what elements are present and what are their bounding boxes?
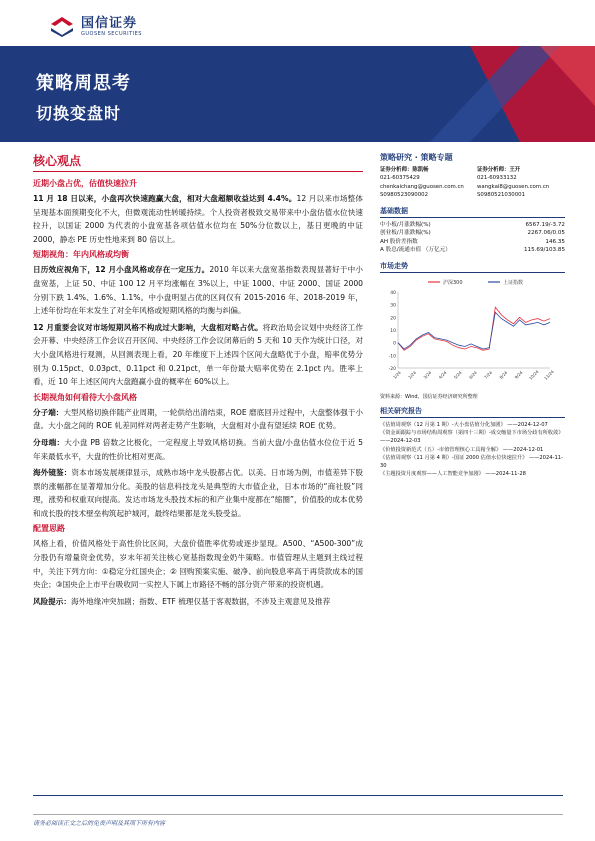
- x-tick-label: 11/24: [543, 368, 555, 381]
- basic-data-row: [380, 221, 565, 230]
- paragraph-3: [33, 321, 363, 389]
- analyst-1-email[interactable]: chenkaichang@guosen.com.cn: [380, 183, 464, 190]
- basic-data-key: AH 股价差指数: [380, 238, 418, 245]
- legend-label: 沪深300: [443, 279, 463, 286]
- analyst-block: [380, 166, 565, 200]
- basic-data-table: [380, 221, 565, 255]
- y-tick-label: 40: [390, 290, 396, 296]
- analyst-2-email[interactable]: wangkai8@guosen.com.cn: [477, 183, 550, 190]
- paragraph-3-body: 将政治局会议划中央经济工作会开幕、中央经济工作会议召开区间、中央经济工作会议闭幕后的 5 天和 10 天作为统计口径，对大小盘风格进行观测，从回测表现上看，20 年维度下上述四个区间大盘略优于小盘，赔率优势分别为 0.15pct、0.03pct、0.11pct 和 0.21pct，单一年份最大赔率优势在 2.1pct 内。胜率上看，近 10 年上述区间内大盘跑赢小盘的概率在 60%以上。: [33, 322, 363, 387]
- basic-data-key: 中小板/月涨跌幅(%): [380, 221, 431, 228]
- x-tick-label: 7/24: [483, 369, 494, 380]
- basic-data-key: A 股总/流通市值 （万亿元）: [380, 247, 451, 254]
- paragraph-1-body: 12 月以来市场整体呈现基本面预期变化不大，但微观流动性转暖持续。个人投资者极致交易带来中小盘估值水位快速拉升，以国证 2000 为代表的小盘宽基各项估值水位均在 50%分位数以上，基日更晚的中证 2000，静态 PE 历史性地来到 80 倍以上。: [33, 194, 363, 244]
- related-reports-list: [380, 421, 565, 479]
- paragraph-1-lead: 11 月 18 日以来，小盘再次快速跑赢大盘，相对大盘超额收益达到 4.4%。: [33, 194, 297, 203]
- subheading-1: 近期小盘占优，估值快速拉升: [33, 179, 137, 188]
- basic-data-value: 6567.19/-3.72: [525, 221, 565, 228]
- subheading-5: 配置思路: [33, 524, 65, 534]
- basic-data-value: 2267.06/0.05: [527, 230, 565, 237]
- x-tick-label: 1/24: [391, 369, 402, 380]
- paragraph-4c-body: 资本市场发展规律显示，成熟市场中龙头股都占优。以美、日市场为例，市值差异下股票的涨幅都在显著增加分化。美股的信息科技龙头是典型的大市值企业，日本市场的“商社股”同理，涨势和权重双向提高。发达市场龙头股技术标的和产业集中度都在“缩圈”，价值股的成本优势和成长股的技术壁垒构筑起护城河，最终结果都是龙头股受益。: [33, 468, 364, 518]
- report-title: 策略周思考: [36, 73, 131, 94]
- market-trend-chart: [380, 276, 560, 391]
- brand-name: 国信证券: [81, 16, 138, 31]
- related-report-item[interactable]: 《估值周观察（11 月第 4 期）-国证 2000 估值水位快速拉升》 ——2024-11-30: [380, 454, 563, 470]
- basic-data-value: 115.69/103.85: [523, 247, 565, 254]
- paragraph-4a: [33, 406, 363, 433]
- paragraph-2-lead: 日历效应视角下，12 月小盘风格或存在一定压力。: [33, 265, 210, 275]
- risk-label: 风险提示：: [33, 596, 71, 606]
- basic-data-row: [380, 229, 565, 238]
- x-tick-label: 2/24: [407, 369, 418, 380]
- market-trend-chart-svg: [380, 276, 560, 391]
- risk-warning: [33, 595, 363, 609]
- related-report-item[interactable]: 《价值投资新范式（五）-市值管理核心工具箱全解》 ——2024-12-01: [380, 446, 544, 453]
- y-tick-label: 0: [393, 341, 396, 347]
- paragraph-2: [33, 263, 363, 317]
- series-line-2: [398, 312, 550, 349]
- x-tick-label: 9/24: [513, 369, 524, 380]
- y-tick-label: 30: [390, 303, 396, 309]
- x-tick-label: 3/24: [422, 369, 433, 380]
- brand-name-en: GUOSEN SECURITIES: [81, 31, 142, 37]
- chart-source: 资料来源：Wind、国信证券经济研究所整理: [380, 393, 478, 400]
- paragraph-4a-label: 分子端：: [33, 407, 64, 417]
- related-report-item[interactable]: 《估值周观察（12 月第 1 期）-大小盘估值分化加剧》 ——2024-12-07: [380, 421, 548, 428]
- report-subtitle: 切换变盘时: [36, 104, 122, 123]
- analyst-2-name: 证券分析师：王开: [477, 167, 521, 173]
- analyst-1-name: 证券分析师：陈凯畅: [380, 167, 429, 173]
- x-tick-label: 8/24: [498, 369, 509, 380]
- x-tick-label: 4/24: [437, 369, 448, 380]
- analyst-1-cert: S0980523090002: [380, 192, 429, 199]
- paragraph-4c: [33, 466, 363, 520]
- sidebar-column: [380, 152, 565, 479]
- paragraph-4c-label: 海外镜鉴：: [33, 468, 72, 478]
- basic-data-row: [380, 238, 565, 247]
- x-tick-label: 5/24: [452, 369, 463, 380]
- y-tick-label: 10: [390, 328, 396, 334]
- subheading-2: 短期视角：年内风格或均衡: [33, 250, 129, 260]
- paragraph-4b: [33, 436, 363, 463]
- footer-disclaimer: 请务必阅读正文之后的免责声明及其项下所有内容: [33, 814, 563, 827]
- paragraph-3-lead: 12 月重要会议对市场短期风格不构成过大影响，大盘相对略占优。: [33, 322, 263, 332]
- related-report-item[interactable]: 《主题投资月度观察——人工智能竞争加剧》 ——2024-11-28: [380, 471, 526, 478]
- analyst-2: [477, 166, 565, 200]
- analyst-1: [380, 166, 468, 200]
- brand-logo-icon: [49, 16, 75, 38]
- y-tick-label: -10: [388, 353, 396, 359]
- related-reports-title: 相关研究报告: [380, 406, 565, 418]
- x-tick-label: 10/24: [527, 368, 540, 381]
- core-views-column: [33, 152, 363, 611]
- doc-type: 策略研究 · 策略专题: [380, 153, 453, 162]
- paragraph-4a-body: 大型风格切换伴随产业周期，一轮供给出清结束，ROE 磨底回升过程中，大盘整体强于小盘。大小盘之间的 ROE 轧差同样对两者走势产生影响，大盘相对小盘有望延续 ROE 优势。: [33, 407, 364, 431]
- related-report-item[interactable]: 《资金面跟踪与市场结构周观察（第四十三期）-成交缩量下市场分歧有所收敛》 ——2024-12-03: [380, 429, 564, 445]
- section-title: 核心观点: [33, 152, 363, 172]
- analyst-1-phone: 021-60375429: [380, 175, 420, 182]
- basic-data-row: [380, 246, 565, 255]
- analyst-2-phone: 021-60933132: [477, 175, 517, 182]
- risk-body: 海外地缘冲突加剧；指数、ETF 梳理仅基于客观数据，不涉及主观意见及推荐: [70, 596, 331, 606]
- basic-data-key: 创业板/月涨跌幅(%): [380, 230, 431, 237]
- page-divider: [33, 795, 563, 796]
- paragraph-5: 风格上看，价值风格处于高性价比区间，大盘价值胜率优势或逐步显现。A500、“A500-300”成分股仍有增量资金优势，岁末年初关注核心宽基指数现金奶牛策略。市值管理从主题到主线过程中，关注下列方向：①稳定分红国央企；② 回购预案实施、破净、前向股息率高于再贷款成本的国央企；③国央企上市平台吸收同一实控人下属上市路径不畅的部分资产带来的投资机遇。: [33, 539, 363, 590]
- y-tick-label: 20: [390, 315, 396, 321]
- paragraph-1: [33, 192, 363, 246]
- basic-data-title: 基础数据: [380, 206, 565, 218]
- analyst-2-cert: S0980521030001: [477, 192, 526, 199]
- paragraph-2-body: 2010 年以来大盘宽基指数表现显著好于中小盘宽基，上证 50、中证 100 12 月平均涨幅在 3%以上，中证 1000、中证 2000、国证 2000 分别下跌 1.4%、1.6%、1.1%。中小盘明显占优的区间仅有 2015-2016 年、2018-2019 年，上述年份均在年末发生了对全年风格或短期风格的均衡与纠偏。: [33, 265, 363, 316]
- brand-logo: [49, 16, 142, 38]
- title-banner: [0, 46, 595, 142]
- series-line-1: [398, 307, 550, 350]
- market-trend-title: 市场走势: [380, 261, 565, 273]
- legend-label: 上证指数: [503, 279, 524, 286]
- subheading-4: 长期视角如何看待大小盘风格: [33, 392, 137, 402]
- paragraph-4b-body: 大小盘 PB 倍数之比极化，一定程度上导致风格切换。当前大盘/小盘估值水位位于近 5 年来最低水平，大盘的性价比相对更高。: [33, 437, 364, 461]
- paragraph-4b-label: 分母端：: [33, 437, 65, 447]
- basic-data-value: 146.35: [545, 238, 565, 245]
- y-tick-label: -20: [388, 366, 396, 372]
- x-tick-label: 6/24: [467, 369, 478, 380]
